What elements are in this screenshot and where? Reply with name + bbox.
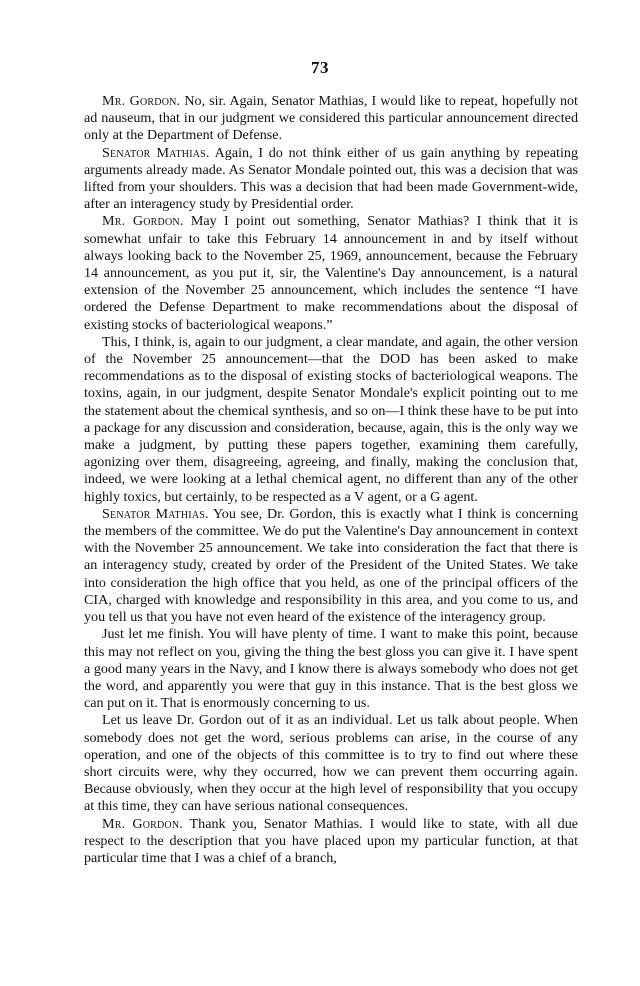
paragraph-7 bbox=[84, 712, 578, 815]
paragraph-3 bbox=[84, 213, 578, 333]
paragraph-5 bbox=[84, 506, 578, 626]
paragraph-text: This, I think, is, again to our judgment, a clear mandate, and again, the other version of the November 25 announcement—that the DOD has been asked to make recommendations as to the disposal of existing stocks of bacteriological weapons. The toxins, again, in our judgment, despite Senator Mondale's explicit pointing out to me the statement about the chemical synthesis, and so on—I think these have to be put into a package for any discussion and consideration, because, again, this is the only way we make a judgment, by putting these papers together, examining them carefully, agonizing over them, disagreeing, agreeing, and finally, making the conclusion that, indeed, we were looking at a lethal chemical agent, no different than any of the other highly toxics, but certainly, to be respected as a V agent, or a G agent. bbox=[84, 333, 578, 505]
paragraph-text: May I point out something, Senator Mathias? I think that it is somewhat unfair to take this February 14 announcement in and by itself without always looking back to the November 25, 1969, announcement, because the February 14 announcement, as you put it, sir, the Valentine's Day announcement, is a natural extension of the November 25 announcement, which includes the sentence “I have ordered the Defense Department to make recommendations about the disposal of existing stocks of bacteriological weapons.” bbox=[84, 213, 578, 333]
speaker-label: Mr. Gordon. bbox=[102, 93, 181, 109]
paragraph-8 bbox=[84, 816, 578, 868]
paragraph-text: You see, Dr. Gordon, this is exactly what I think is concerning the members of the committee. We do put the Valentine's Day announcement in context with the November 25 announcement. We take into consideration the fact that there is an interagency study, created by order of the President of the United States. We take into consideration the high office that you held, as one of the principal officers of the CIA, charged with knowledge and responsibility in this area, and you come to us, and you tell us that you have not even heard of the existence of the interagency group. bbox=[84, 505, 579, 626]
paragraph-text: Again, I do not think either of us gain anything by repeating arguments already made. As Senator Mondale pointed out, this was a decision that was lifted from your shoulders. This was a decision that had been made Government-wide, after an interagency study by Presidential order. bbox=[84, 144, 578, 213]
paragraph-6 bbox=[84, 626, 578, 712]
paragraph-4 bbox=[84, 334, 578, 506]
paragraph-text: Let us leave Dr. Gordon out of it as an individual. Let us talk about people. When somebody does not get the word, serious problems can arise, in the course of any operation, and one of the objects of this committee is to try to find out where these short circuits were, why they occurred, how we can prevent them occurring again. Because obviously, when they occur at the high level of responsibility that you occupy at this time, they can have serious national consequences. bbox=[84, 712, 578, 815]
speaker-label: Mr. Gordon. bbox=[102, 213, 184, 230]
speaker-label: Senator Mathias. bbox=[102, 505, 209, 522]
page-number: 73 bbox=[311, 58, 329, 77]
speaker-label: Mr. Gordon. bbox=[102, 815, 183, 832]
paragraph-1 bbox=[84, 93, 578, 145]
hearing-transcript bbox=[84, 93, 578, 867]
paragraph-text: Thank you, Senator Mathias. I would like to state, with all due respect to the description that you have placed upon my particular function, at that particular time that I was a chief of a branch, bbox=[84, 815, 578, 866]
paragraph-2 bbox=[84, 145, 578, 214]
speaker-label: Senator Mathias. bbox=[102, 144, 210, 161]
paragraph-text: No, sir. Again, Senator Mathias, I would like to repeat, hopefully not ad nauseum, that in our judgment we considered this particular announcement directed only at the Department of Defense. bbox=[84, 93, 578, 144]
paragraph-text: Just let me finish. You will have plenty of time. I want to make this point, because this may not reflect on you, giving the thing the best gloss you can give it. I have spent a good many years in the Navy, and I know there is always somebody who does not get the word, and apparently you were that guy in this instance. That is the best gloss we can put on it. That is enormously concerning to us. bbox=[84, 626, 578, 712]
